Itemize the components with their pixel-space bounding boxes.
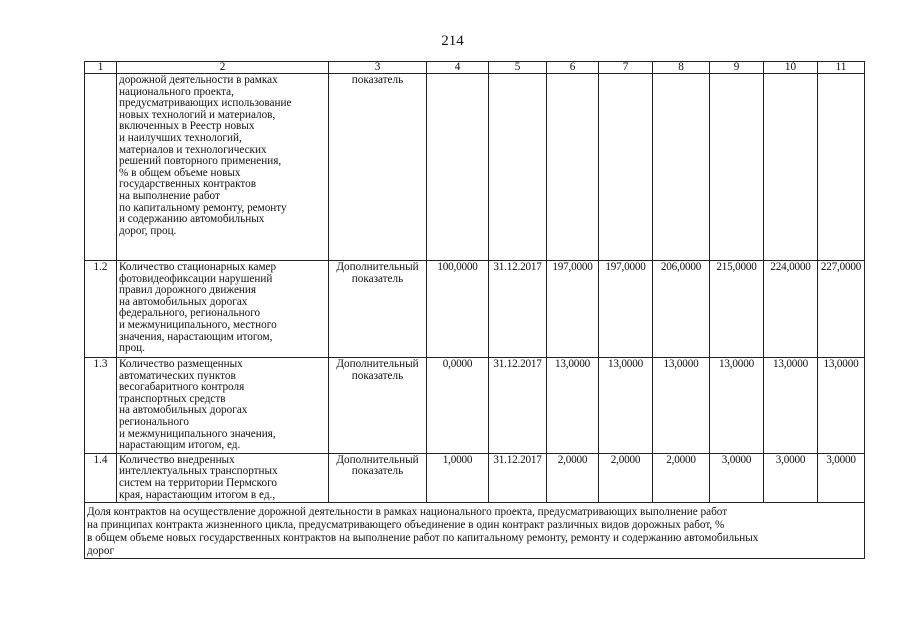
value-cell: 3,0000 [818,453,865,502]
value-cell: 215,0000 [710,261,764,358]
row-number: 1.3 [85,358,117,454]
table-row [85,261,865,358]
section-heading-row [85,503,865,559]
value-cell: 2,0000 [599,453,653,502]
value-cell [599,74,653,261]
indicator-type: Дополнительный показатель [329,453,427,502]
value-cell: 13,0000 [710,358,764,454]
value-cell: 206,0000 [653,261,710,358]
table-header-row [85,62,865,74]
value-cell: 197,0000 [599,261,653,358]
column-header: 11 [818,62,865,74]
value-cell [764,74,818,261]
value-cell: 2,0000 [653,453,710,502]
column-header: 10 [764,62,818,74]
indicator-name: Количество размещенных автоматических пунктов весогабаритного контроля транспортных средств на автомобильных дорогах регионального и межмуниципального значения, нарастающим итогом, ед. [117,358,329,454]
indicator-type: Дополнительный показатель [329,358,427,454]
value-cell [818,74,865,261]
value-cell [653,74,710,261]
value-cell: 31.12.2017 [489,261,547,358]
row-number: 1.2 [85,261,117,358]
column-header: 8 [653,62,710,74]
value-cell: 3,0000 [710,453,764,502]
value-cell: 224,0000 [764,261,818,358]
value-cell: 100,0000 [427,261,489,358]
value-cell: 13,0000 [547,358,599,454]
value-cell: 13,0000 [764,358,818,454]
value-cell: 13,0000 [818,358,865,454]
column-header: 9 [710,62,764,74]
indicators-table [84,61,865,559]
value-cell [489,74,547,261]
indicator-type: Дополнительный показатель [329,261,427,358]
indicator-name: Количество внедренных интеллектуальных транспортных систем на территории Пермского края, нарастающим итогом в ед., [117,453,329,502]
indicator-name: Количество стационарных камер фотовидеофиксации нарушений правил дорожного движения на автомобильных дорогах федерального, регионального и межмуниципального, местного значения, нарастающим итогом, проц. [117,261,329,358]
value-cell [710,74,764,261]
row-number: 1.4 [85,453,117,502]
column-header: 5 [489,62,547,74]
value-cell [547,74,599,261]
indicator-type: показатель [329,74,427,261]
column-header: 2 [117,62,329,74]
value-cell: 3,0000 [764,453,818,502]
indicator-name: дорожной деятельности в рамках национального проекта, предусматривающих использование новых технологий и материалов, включенных в Реестр новых и наилучших технологий, материалов и технологических решений повторного применения, % в общем объеме новых государственных контрактов на выполнение работ по капитальному ремонту, ремонту и содержанию автомобильных дорог, проц. [117,74,329,261]
value-cell: 2,0000 [547,453,599,502]
value-cell: 31.12.2017 [489,358,547,454]
table-row [85,453,865,502]
column-header: 4 [427,62,489,74]
value-cell: 227,0000 [818,261,865,358]
row-number [85,74,117,261]
value-cell: 1,0000 [427,453,489,502]
page-number: 214 [441,33,464,49]
column-header: 1 [85,62,117,74]
value-cell: 13,0000 [599,358,653,454]
value-cell: 13,0000 [653,358,710,454]
value-cell: 31.12.2017 [489,453,547,502]
column-header: 6 [547,62,599,74]
value-cell [427,74,489,261]
column-header: 3 [329,62,427,74]
column-header: 7 [599,62,653,74]
table-row [85,74,865,261]
value-cell: 197,0000 [547,261,599,358]
value-cell: 0,0000 [427,358,489,454]
section-heading: Доля контрактов на осуществление дорожной деятельности в рамках национального проекта, предусматривающих выполнение работ на принципах контракта жизненного цикла, предусматривающего объединение в один контракт различных видов дорожных работ, % в общем объеме новых государственных контрактов на выполнение работ по капитальному ремонту, ремонту и содержанию автомобильных дорог [85,503,865,559]
table-row [85,358,865,454]
